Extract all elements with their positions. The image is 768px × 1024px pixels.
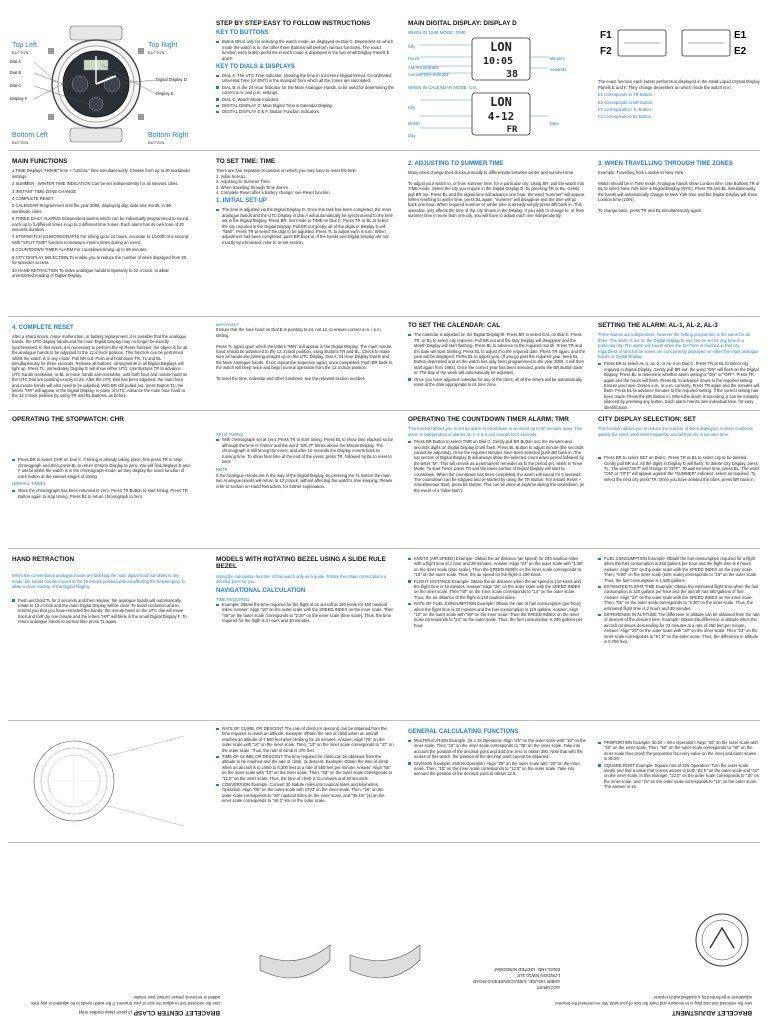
function-item: 9 CITY DISPLAY SELECTION To enable you to reduce the number of cities displayed from 30, for speedier access. (12, 254, 188, 266)
summer-title: 2. ADJUSTING TO SUMMER TIME (408, 161, 504, 167)
step-by-step-section (216, 20, 394, 116)
function-map-item: E2 corresponds to BR Button (598, 99, 653, 105)
reset-text-2: Ensure that the hour hand on Dial B is pointing to 24, not 12, to ensure correct a.m. / p.m. setting. Press TL again upon which the letters "MIN" will appear in the Digital Display. The main minute hand should be advanced to the 12 o'clock position, using Buttons TR and BL. Check to make sure all hands are pointing straight up on the UTC Display, Dial A, 24 Hour Display Dial B and the Main Analogue hands. If not, repeat the sequence again, once completed. Push BR back in, the watch will beep twice and begin normal operation from the 12 o'clock position. To reset the time, calendar and other functions, see the relevant section number. (216, 327, 394, 382)
clasp-illustration (250, 930, 430, 1000)
city-selection-intro: This function allows you to reduce the number of cities displayed, in order to access quickly the cities used most frequently, and all that city is summer time. (598, 426, 754, 437)
travel-title: 3. WHEN TRAVELLING THROUGH TIME ZONES (598, 161, 733, 167)
function-display-diagram (598, 24, 760, 78)
clasp-title: BRACELET CENTER CLASP (133, 1009, 220, 1016)
f1-label: F1 (600, 30, 612, 41)
main-functions-title: MAIN FUNCTIONS (12, 158, 68, 165)
bezel-diagram (14, 726, 194, 836)
label-dial-c: Dial C (10, 83, 22, 88)
lbl-day: Day (408, 133, 416, 138)
function-item: 1 TIME Displays "HOME" time + "LOCAL" time simultaneously. Choose from up to 30 worldwide settings. (12, 168, 190, 179)
lbl-city: City (408, 44, 416, 49)
bezel-illustration (14, 726, 194, 836)
fuel-section (598, 556, 760, 646)
knots-section (408, 556, 586, 629)
climb-item: CONVERSION Example: Convert 30 statute miles into nautical miles and kilometres. Operation: Align "30" on the outer scale with STAT on the inner scale. Then, "26" on the outer scale corresponds to "26" nautical miles on the inner scale, and "48 km" (s) on the inner scale corresponds to "48.2" km on the outer scale. (216, 782, 394, 804)
normal-timing-text: Once the chronograph has been returned to zero, Press TR Button to start timing. Press TR Button again to stop timing. Press BL to return chronograph to zero. (12, 488, 190, 499)
lcd-time: 10:05 (482, 55, 514, 67)
divider (8, 842, 760, 843)
knots-item: FLIGHT DISTANCE Example: Obtain the air distance when the air speed is 210 knots and the flight time is 40 minutes. Answer: Align "21" on the outer scale with the SPEED INDEX on the inner scale. Then "40" on the inner scale corresponds to "14" on the outer scale. Thus, the air distance of the flight is 140 nautical miles. (408, 579, 586, 601)
note-text: If the Analogue Hands are in the way of the Digital Display, by pressing the TL Button the main two Analogue Hands will return to 12 o'clock, without affecting the watch's time keeping. Please refer to section on Hand Retraction, for further explanation. (216, 472, 393, 489)
calendar-section (408, 322, 586, 388)
fuel-item: FUEL CONSUMPTION Example: Obtain the fuel consumption required for a flight when the fuel consumption is 250 gallons per hour and the flight time is 6 hours. Answer: Align "25" on the outer scale with the SPEED INDEX on the inner scale. Then, "6:00" on the inner scale (time scale) corresponds to "15" on the outer scale. Thus, the fuel consumption is 1,500 gallons. (598, 556, 760, 583)
label-bottom-right: Bottom Right BUTTON (148, 132, 189, 145)
normal-timing-label: NORMAL TIMING (12, 481, 46, 487)
split-timing-section (216, 432, 394, 491)
stopwatch-text: Press BR to select CHR on Dial C. If timing is already taking place, first press TR to stop chronograph and then press BL to return Chrono Display to zero. You will find displays E and F useful whilst the watch is in the chronograph mode, as they display the exact function of each button at the various stages of timing. (12, 457, 190, 479)
lbl-summer: Summertime Indicator (408, 72, 449, 77)
dials-item: DIGITAL DISPLAY D: Main Digital Time & Calendar Display. (216, 103, 394, 108)
important-label: IMPORTANT (216, 322, 240, 327)
function-item: 3 INSTANT TIME-ZONE CHANGE (12, 188, 77, 194)
lbl-date: Date (550, 121, 559, 126)
brand-seal-icon (692, 910, 752, 970)
divider (8, 548, 760, 549)
divider (8, 316, 760, 317)
dials-item: DIAL C: Watch Mode Indicator. (216, 97, 394, 102)
set-time-section (216, 158, 394, 246)
general-item: MULTIPLICATION Example: 25 x 15 Operation: Align "25" on the outer scale with "10" on the inner scale. Then "15" on the inner scale corresponds to "38" on the outer scale. Take into account the position of the decimal point and add one zero to obtain 380. Note that with the scales of this watch, the position of the decimal point cannot be obtained. (408, 738, 586, 760)
reset-section (12, 322, 190, 401)
calendar-text: The calendar is adjusted on the Digital Display D. Press BR to select CAL on Dial C. Press TR, or BL to select city required. Pull BR out and the Day Display will disappear and the Month Display will start flashing. Press BL to advance to the required month. Press TR and the date will start blinking. Press BL to adjust it to the required date. Press TR again, and the year will be displayed. Press BL to adjust year. (If you go past the required year, keep BL Button depressed and as the watch has only been programmed to the year 2089, it will then start again from 1984). Once the correct year has been selected, press the BR Button back in. The day of the week will automatically be adjusted. (408, 332, 586, 375)
main-functions-section (12, 158, 190, 280)
adjustment-block (552, 993, 752, 1016)
label-bottom-left: Bottom Left BUTTON (12, 132, 48, 145)
clasp-note: (2 piece clasp models only) (78, 1010, 133, 1015)
travel-text: Example: Travelling from London to New York. Watch should be in Time mode. Analogue hands show London time. Use Buttons TR or BL to select New York time in Digital Display (NYC). Press TR and BL simultaneously, the hands will automatically change to New York time and the Digital Display will show London time (LON). To change back, press TR and BL simultaneously again. (598, 170, 760, 213)
set-time-title: TO SET TIME: TIME (216, 158, 276, 165)
climb-section (216, 726, 394, 805)
navigational-title: NAVIGATIONAL CALCULATION (216, 587, 306, 594)
time-required-text: Example: Obtain the time required for the flight of an aircraft at 180 knots for 450 nautical miles. Answer: Align "18" on the outer scale with the SPEED INDEX on the inner scale. Then "45" on the outer scale corresponds to "2:30" on the inner scale (time scale). Thus, the time required for the flight is 2 hours and 30 minutes. (216, 602, 394, 624)
stopwatch-title: OPERATING THE STOPWATCH: CHR (12, 416, 124, 423)
function-display-section (598, 24, 760, 122)
general-title: GENERAL CALCULATING FUNCTIONS (408, 729, 519, 735)
brand-logo (692, 910, 752, 970)
clasp-text: Use the enclosed tool to adjust the size of your bracelet. If the watch needs to be adjusted or any links added or removed, please contact your retailer. (30, 995, 220, 1006)
reset-title: 4. COMPLETE RESET (12, 325, 74, 331)
function-item: 2 SUMMER - WINTER TIME INDICATION Can be set independently for all relevant cities. (12, 181, 179, 187)
function-item: 5 CALENDAR Programmed until the year 2089, displaying day, date and month, in 30 worldwide cities. (12, 203, 171, 214)
climb-item: RATE OF CLIMB, OR DESCENT The rate of climb (or descent) can be obtained from the time required to reach an altitude. Example: Obtain the rate of climb when an aircraft reaches an altitude of 7,500 feet after climbing for 16 minutes. Answer: Align "75" on the outer scale with "16" on the inner scale. Then, "10" on the inner scale corresponds to "47" on the outer scale. Thus, the rate of climb is 470 feet. (216, 726, 394, 753)
hand-retraction-title: HAND RETRACTION (12, 556, 75, 563)
main-display-title: MAIN DIGITAL DISPLAY: DISPLAY D (408, 20, 517, 27)
city-selection-section (598, 416, 760, 483)
countdown-text: Press BR Button to select TMR on Dial C. Gently pull BR Button out: the minutes and seconds digits on Digital Display D will flash. Press BL Button to adjust minute (the seconds cannot be adjusted). Once the required minutes have been selected push BR back in. The top section of Digital Display D will always show the selected count down period followed by the letter "M". This will remain as a permanent reminder as to the period set, whilst in Timer Mode. To start Timer, press TR and the lower portion of Digital Display will start to countdown. When the countdown has been completed, the alarm will sound for 5 seconds. The countdown can be stopped and re-started by using the TR Button. For instant Reset + Simultaneous Start, press BL Button. This can be done at anytime during the countdown, (in the event of a 'false-start'). (408, 439, 586, 493)
adjustment-text: Use the enclosed tool and plug in to measure and mark the size of your wrist. We recommend the bracelet adjustment is performed by a qualified watch repairer. (555, 995, 752, 1006)
lcd-day: FR (506, 124, 518, 135)
slide-rule-title: MODELS WITH ROTATING BEZEL USING A SLIDE RULE BEZEL (216, 556, 386, 571)
split-timing-text: With chronograph set at zero: Press TR to start timing. Press BL to show time elapsed so far although the time is 'frozen' and the word "SPLIT" blinks above the Minute Display. The chronograph is still timing the event, and after 10 seconds the Display reverts back to running time. To show final time at the end of the event, press TR, followed by BL to reset to zero. (216, 437, 394, 464)
city-selection-title: CITY DISPLAY SELECTION: SET (598, 416, 696, 423)
hand-retraction-section (12, 556, 190, 626)
fuel-item: ESTIMATED FLIGHT TIME Example: Obtain the estimated flight time when the fuel consumption is 220 gallons per hour and the aircraft has 550 gallons of fuel. Answer: Align "22" on the outer scale with the SPEED INDEX on the inner scale. Then, "55" on the outer scale corresponds to "2:30" on the inner scale. Thus, the estimated flight time is 2 hours and 30 minutes. (598, 584, 760, 611)
summer-section (408, 158, 586, 221)
divider (8, 720, 760, 721)
travel-section (598, 158, 760, 215)
proportion-item: PROPORTION Example: 30:20 = 60:x Operation: Align "30" on the outer scale with "20" on the inner scale. Then, "60" on the outer scale corresponds to "40" on the inner scale thus proof; the proportion for every value on the inner and outer scales is 30:20. (598, 740, 760, 762)
lbl-hours: Hours (408, 56, 420, 61)
lcd-city: LON (490, 39, 512, 54)
f2-label: F2 (600, 46, 612, 57)
split-timing-label: SPLIT TIMING (216, 432, 244, 437)
countdown-title: OPERATING THE COUNTDOWN TIMER ALARM: TMR (408, 416, 569, 423)
lbl-minutes: Minutes (550, 56, 565, 61)
step-by-step-title: STEP BY STEP EASY TO FOLLOW INSTRUCTIONS (216, 20, 371, 27)
address-text: ACCURIST AMER HOUSE, 6 BEACONSFIELD ROAD LONDON NW10 2LE ENGLAND, UNITED KINGDOM (472, 967, 560, 990)
set-time-text: The time is adjusted via the Digital Display D. Once this task has been completed, the main analogue hands and the UTC Display in Dial A will automatically be synchronised to the time set in the Digital Display. Press BR. Set mode to TIME on Dial C. Press TR or BL to select the city required in the Digital Display. Pull BR out gently, all of the digits in Display D will "flash". Press TR to select the digit to be adjusted. Press TL to adjust each in turn. When adjustment has been completed, push BR back in. If the hands and Digital Display are not exactly synchronised, refer to re-set section. (216, 207, 394, 245)
inverted-bottom-panel (8, 850, 760, 1020)
climb-item: TIME OF CLIMB, OR DESCENT The time required for climb can be obtained from the altitude to be reached and the rate of climb, or descent. Example: Obtain the time of climb when an aircraft is to climb to 6,300 feet at a rate of 550 feet per minute. Answer: Align "55" on the outer scale with "10" on the inner scale. Then, "63" on the outer scale corresponds to "11.5" on the inner scale. Thus, the time of climb is 11 minutes and 30 seconds. (216, 754, 394, 781)
time-mode-label: WHEN IN TIME MODE: TIME (408, 30, 466, 36)
reset-continued (216, 322, 394, 383)
label-display-f: Display F (10, 96, 28, 101)
function-map-item: E1 corresponds to TR Button (598, 92, 652, 98)
proportion-section (598, 740, 760, 791)
lbl-ampm: AM/PM Indicator (408, 65, 439, 70)
lcd-date: 4-12 (487, 109, 515, 123)
reset-text: After a sharp knock, minor malfunction, or battery replacement, it is possible that the analogue hands, the UTC display hands and the main Digital Display may no longer be exactly synchronised. In this event, it is necessary to perform the All Reset function; the object is for all the analogue hands to be adjusted to the 12 o'clock position. This function can be performed whilst the watch is in any mode. Pull BR out. Push and hold down TR, TL and BL simultaneously for three seconds. Release all buttons: all segments in all Digital Displays will light up. Press TL: immediately Display E will show either UTC. Use Buttons TR to advance UTC hands clockwise, or BL to move hands anti-clockwise, until both hour and minute hand on the UTC Dial are pointing exactly to 24. After the UTC Dial has been adjusted, the main hour and minute hands will also need to be adjusted. With BR still pulled out, press Button TL; the letters "HR" will appear in the Digital Display, in place of UTC. Advance the main hour hand to the 12 o'clock position by using TR and BL Buttons, as before. (12, 334, 188, 399)
main-display-section (408, 20, 586, 138)
dials-item: DIAL A: The UTC Time Indicator, showing the time in a 24 Hour Digital format. Co-ordinated Universal Time (or GMT) is the standard from which all the zones are calculated. (216, 73, 394, 84)
divider (8, 150, 760, 151)
function-item: 6 THREE DAILY ALARMS Independent alarms which can be individually programmed to sound each up to 3 different times in up to 3 different time zones. Each alarm has its own tone of 20 seconds duration. (12, 216, 189, 233)
label-top-right: Top Right BUTTON (148, 42, 178, 55)
function-item: 8 COUNTDOWN TIMER ALARM For countdown timing up to 60 minutes. (12, 247, 148, 253)
e1-label: E1 (734, 30, 747, 41)
e2-label: E2 (734, 46, 747, 57)
function-map-item: F2 corresponds to BL Button (598, 114, 652, 120)
alarm-text: Press BR to select AL-1, AL-2, or AL-3 on Dial C. Press TR or BL to select city required in Digital Display. Gently pull BR out: the word "ON" will flash on the Digital Display. Press BL to determine whether alarm setting is "ON" or "OFF". Press TR again and the hours will flash. Press BL to advance hours to the required setting. Ensure you have chosen a.m. or p.m. correctly. Press TR again and the minutes will flash. Press BL to advance minutes to the required setting. If the correct setting has been made: Press the BR Button in. When the alarm is sounding, it can be instantly silenced by pressing any button. Each alarm has its own individual tone, for easy identification. (598, 361, 760, 410)
keys-text: Button BR is only for selecting the watch mode, as displayed on Dial C. Dependent on which mode the watch is in, the other three Buttons will perform various functions. The exact function each button performs in each mode is displayed in the two small Display Panels E and F. (216, 39, 394, 61)
address-block (440, 964, 560, 990)
cal-mode-label: WHEN IN CALENDAR MODE: CAL (408, 85, 478, 91)
clasp-block (20, 993, 220, 1016)
dials-item: DIAL B: is the 24 Hour Indicator for the Main Analogue Hands, to be used for determining the correct a.m. and p.m. settings. (216, 85, 394, 96)
lbl-month: Month (408, 121, 420, 126)
label-dial-a: Dial A (10, 59, 21, 64)
label-dial-b: Dial B (10, 70, 22, 75)
dials-item: DIGITAL DISPLAY E & F: Button Function Indicators. (216, 109, 394, 114)
calendar-note: Once you have adjusted calendar for any of the cities, all of the others will be automatically reset at the date appropriate to its time zone. (408, 377, 586, 388)
city-selection-text: Press BR to select SET on Dial C. Press TR or BL to select city to be deleted. Gently pull BR out. All the digits in Display D will flash. To delete City Display, press TL. The word "SET" will change to "OFF". To add summer time, press BL. The word "ON" or "OFF" will appear against the "SUMMER" indicator; select as required. To select the next city press TR. Once you have deleted the cities, press BR back in. (598, 455, 760, 482)
initial-setup-title: 1. INITIAL SET-UP (216, 198, 267, 205)
knots-item: RATE OF FUEL CONSUMPTION Example: Obtain the rate of fuel consumption (per hour) when the flight time is 30 minutes and the fuel consumption is 120 gallons. Answer: Align "12" on the outer scale with "30" on the inner scale. Then the SPEED INDEX on the inner scale corresponds to "24" on the outer scale. Thus, the fuel consumption is 240 gallons per hour. (408, 601, 586, 628)
hand-retraction-text: Push and hold TL for 3 seconds and then release; the analogue hands will automatically rotate to 12 o'clock and the main Digital Display will be clear. To avoid confusion and to remind you that you have retracted the hands, the minute hand on the UTC dial will move back and forth by one minute and the letters "HR" will blink in the small Digital Display F. To return analogue hands to normal time press TL again. (12, 598, 190, 625)
lcd-cal-diagram (408, 91, 586, 137)
stopwatch-section (12, 416, 190, 500)
bracelet-clasp-title (20, 1009, 220, 1016)
alarm-title: SETTING THE ALARM: AL-1, AL-2, AL-3 (598, 322, 718, 329)
lcd-seconds: 38 (505, 68, 519, 80)
proportion-item: SQUARE ROOT Example: Square root of 225 Operation: Turn the outer scale slowly and find a value that comes across to both "22.5" on the outer scale and "10" on the inner scale. In this example, "22.5" on the outer scale corresponds to "15" on the inner scale, and "15" on the outer scale corresponds to "15" on the outer scale. The answer is 15. (598, 763, 760, 790)
slide-rule-section (216, 556, 394, 625)
watch-diagram (8, 24, 198, 146)
set-time-intro: There are four separate occasions on which you may have to reset the time: 1. Initial Set-Up. 2. Adjusting to Summer Time. 3. When travelling through Time Zones. 4. Complete Reset after a battery change: see Reset function. (216, 168, 358, 196)
label-top-left: Top Left BUTTON (12, 42, 37, 55)
hand-retraction-intro: When the conventional analogue hands are blocking the main digital read out whilst in any mode, the hands can be moved to the 12 o'clock position without affecting the timekeeping, to allow a clear reading of the Digital Display. (12, 573, 186, 590)
label-display-e: Display E (156, 91, 174, 96)
countdown-intro: This function allows you to set an alarm to countdown to an event up to 60 minutes away. This alarm is independent of alarms AL-1, 2 & 3 and sounds for 5 seconds. (408, 426, 583, 437)
bracelet-adjustment-title: BRACELET ADJUSTMENT (671, 1009, 752, 1016)
dials-title: KEY TO DIALS & DISPLAYS (216, 64, 295, 71)
lbl-city-2: City (408, 105, 416, 110)
function-map-item: F1 corresponds to TL Button (598, 107, 651, 113)
slide-rule-intro: Using the calculation function of this watch only as a guide. Rotate the rotate correct place a decimal point for you. (216, 573, 387, 585)
summer-text: Many cities change their clocks annually to differentiate between winter and summer time. To adjust your watch to, or from summer time, for a particular city: Using BR, pull the watch into TIME mode. Select the city you require in the Digital Display D, by pressing TR or BL. Gently pull BR out. Press BL and the digital time will advance one hour, the word "summer" will appear. When resetting to winter time, press BL again; "summer" will disappear and the time will go back one hour. When required summer or winter time is already simply press BR back in. This operation only affects the time of the city shown in the Display. If you wish to change to, or from summer time in more than one city, you will have to adjust each one independently. (408, 170, 586, 219)
lbl-seconds: Seconds (550, 67, 567, 72)
time-required-label: TIME REQUIRED (216, 596, 250, 602)
alarm-section (598, 322, 760, 411)
countdown-section (408, 416, 586, 494)
function-item: 7 STOPWATCH (CHRONOGRAPH) For timing up to 24 hours. Accurate to 1/100th of a second. With "SPLIT TIME" function to measure interim times during an event. (12, 234, 190, 245)
lcd-city: LON (490, 94, 512, 109)
function-display-text: The exact function each button performs is displayed in the small Liquid Crystal Display Panels E and F. They change dependent on which mode the watch is in. (598, 79, 760, 90)
function-item: 4 COMPLETE RESET (12, 196, 54, 202)
fuel-item: DIFFERENCE IN ALTITUDE The difference in altitude can be obtained from the rate of descent of the descent time. Example: Obtain the difference in altitude when the aircraft continues descending for 23 minutes at a rate of 250 feet per minute. Answer: Align "25" on the outer scale with "10" on the inner scale. Then "23" on the inner scale corresponds to "57.5" on the outer scale. Thus, the difference in altitude is 5,750 feet. (598, 612, 760, 644)
function-item: 10 HAND RETRACTION To move analogue hands temporarily to 12 o'clock, to allow unrestricted reading of Digital Display. (12, 267, 169, 278)
note-label: NOTE (216, 467, 228, 473)
general-item: DIVISION Example: 250/20 Operation: Align "25" on the outer scale with "20" on the inner scale. Then, "10" on the inner scale corresponds to "12.5" on the outer scale. Take into account the position of the decimal point to obtain 12.5. (408, 761, 586, 777)
keys-title: KEY TO BUTTONS (216, 30, 269, 37)
clasp-diagram (250, 930, 430, 1000)
calendar-title: TO SET THE CALENDAR: CAL (408, 322, 501, 329)
alarm-intro: Three Alarms are independent, however the setting programme is the same for all three. The alarm is set on the Digital Display D and can be set for any time in a particular city. The alarm will sound when the Set Time is reached in that city, regardless of which time zones are concurrently displayed on either the main analogue hands or Digital Display. (598, 332, 759, 360)
general-section (408, 726, 586, 778)
label-display-d: Digital Display D (156, 77, 187, 82)
knots-item: KNOTS (AIR SPEED) Example: Obtain the air distance (air speed) for 240 nautical miles with a flight time of 1 hour and 20 minutes. Answer: Align "24" on the outer scale with "1:20" on the inner scale (time scale). Then the SPEED INDEX on the inner scale corresponds to "18" on the outer scale. Thus, the air speed for the flight is 180 knots. (408, 556, 586, 578)
